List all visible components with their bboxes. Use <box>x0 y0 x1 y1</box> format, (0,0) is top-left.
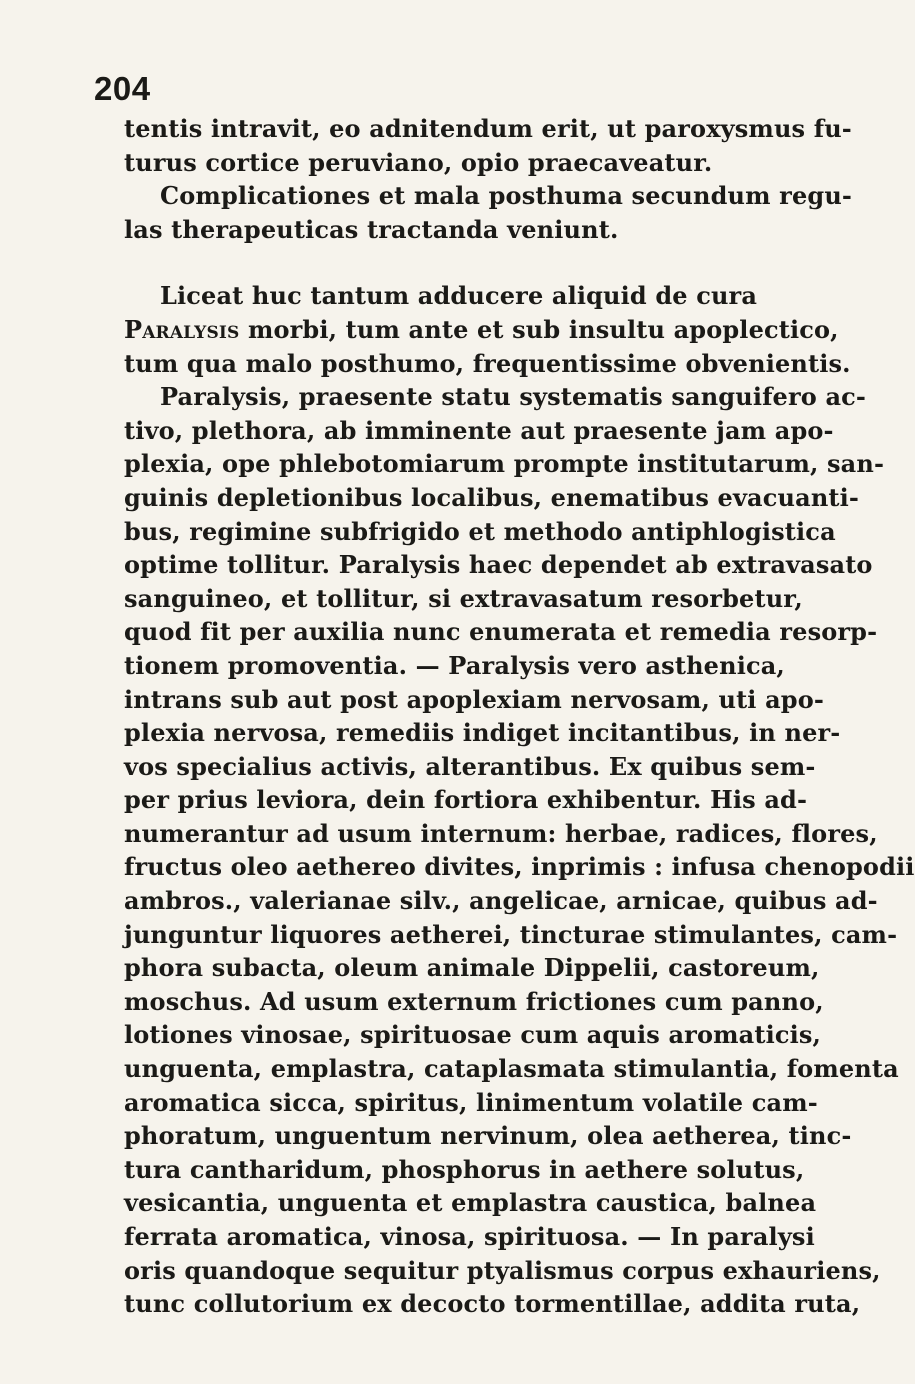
text-line: Liceat huc tantum adducere aliquid de cura <box>160 281 758 311</box>
text-line: vos specialius activis, alterantibus. Ex quibus sem- <box>124 751 816 781</box>
text-line: per prius leviora, dein fortiora exhibentur. His ad- <box>124 785 808 815</box>
text-line: Complicationes et mala posthuma secundum regu- <box>160 181 853 211</box>
text-line: tunc collutorium ex decocto tormentillae, addita ruta, <box>124 1289 861 1319</box>
text-line: ferrata aromatica, vinosa, spirituosa. — In paralysi <box>124 1222 815 1251</box>
text-line: oris quandoque sequitur ptyalismus corpus exhauriens, <box>124 1255 881 1285</box>
text-line: tionem promoventia. — Paralysis vero asthenica, <box>124 650 785 680</box>
text-line <box>124 314 839 349</box>
text-line: tentis intravit, eo adnitendum erit, ut paroxysmus fu- <box>124 114 852 143</box>
text-line: tivo, plethora, ab imminente aut praesente jam apo- <box>124 415 834 445</box>
text-line: tura cantharidum, phosphorus in aethere solutus, <box>124 1154 805 1184</box>
text-line: numerantur ad usum internum: herbae, radices, flores, <box>124 818 878 848</box>
body-text <box>124 114 915 1323</box>
text-line-rest: morbi, tum ante et sub insultu apoplectico, <box>247 314 839 344</box>
text-line: las therapeuticas tractanda veniunt. <box>124 214 619 244</box>
text-line: aromatica sicca, spiritus, linimentum volatile cam- <box>124 1087 818 1117</box>
text-line: Paralysis, praesente statu systematis sanguifero ac- <box>160 382 867 412</box>
text-line: intrans sub aut post apoplexiam nervosam, uti apo- <box>124 684 824 714</box>
text-line: fructus oleo aethereo divites, inprimis : infusa chenopodii <box>124 852 915 882</box>
text-line: lotiones vinosae, spirituosae cum aquis aromaticis, <box>124 1020 822 1050</box>
text-line: guinis depletionibus localibus, enematibus evacuanti- <box>124 482 860 512</box>
text-line: phora subacta, oleum animale Dippelii, castoreum, <box>124 953 820 983</box>
text-line: plexia nervosa, remediis indiget incitantibus, in ner- <box>124 718 841 748</box>
text-line: plexia, ope phlebotomiarum prompte institutarum, san- <box>124 449 885 479</box>
text-line: moschus. Ad usum externum frictiones cum panno, <box>124 986 824 1016</box>
page-number: 204 <box>94 70 151 107</box>
small-caps-word: Paralysis <box>124 314 240 344</box>
text-line: quod fit per auxilia nunc enumerata et remedia resorp- <box>124 617 878 647</box>
text-line: vesicantia, unguenta et emplastra caustica, balnea <box>124 1188 817 1218</box>
text-line: bus, regimine subfrigido et methodo antiphlogistica <box>124 516 836 546</box>
text-line: tum qua malo posthumo, frequentissime obvenientis. <box>124 348 851 378</box>
text-line: ambros., valerianae silv., angelicae, arnicae, quibus ad- <box>124 886 878 916</box>
text-line: unguenta, emplastra, cataplasmata stimulantia, fomenta <box>124 1054 899 1084</box>
text-line: sanguineo, et tollitur, si extravasatum resorbetur, <box>124 583 803 613</box>
text-line: junguntur liquores aetherei, tincturae stimulantes, cam- <box>124 919 898 949</box>
text-line: phoratum, unguentum nervinum, olea aetherea, tinc- <box>124 1121 852 1151</box>
text-line: turus cortice peruviano, opio praecaveatur. <box>124 147 713 177</box>
text-line: optime tollitur. Paralysis haec dependet ab extravasato <box>124 550 873 580</box>
